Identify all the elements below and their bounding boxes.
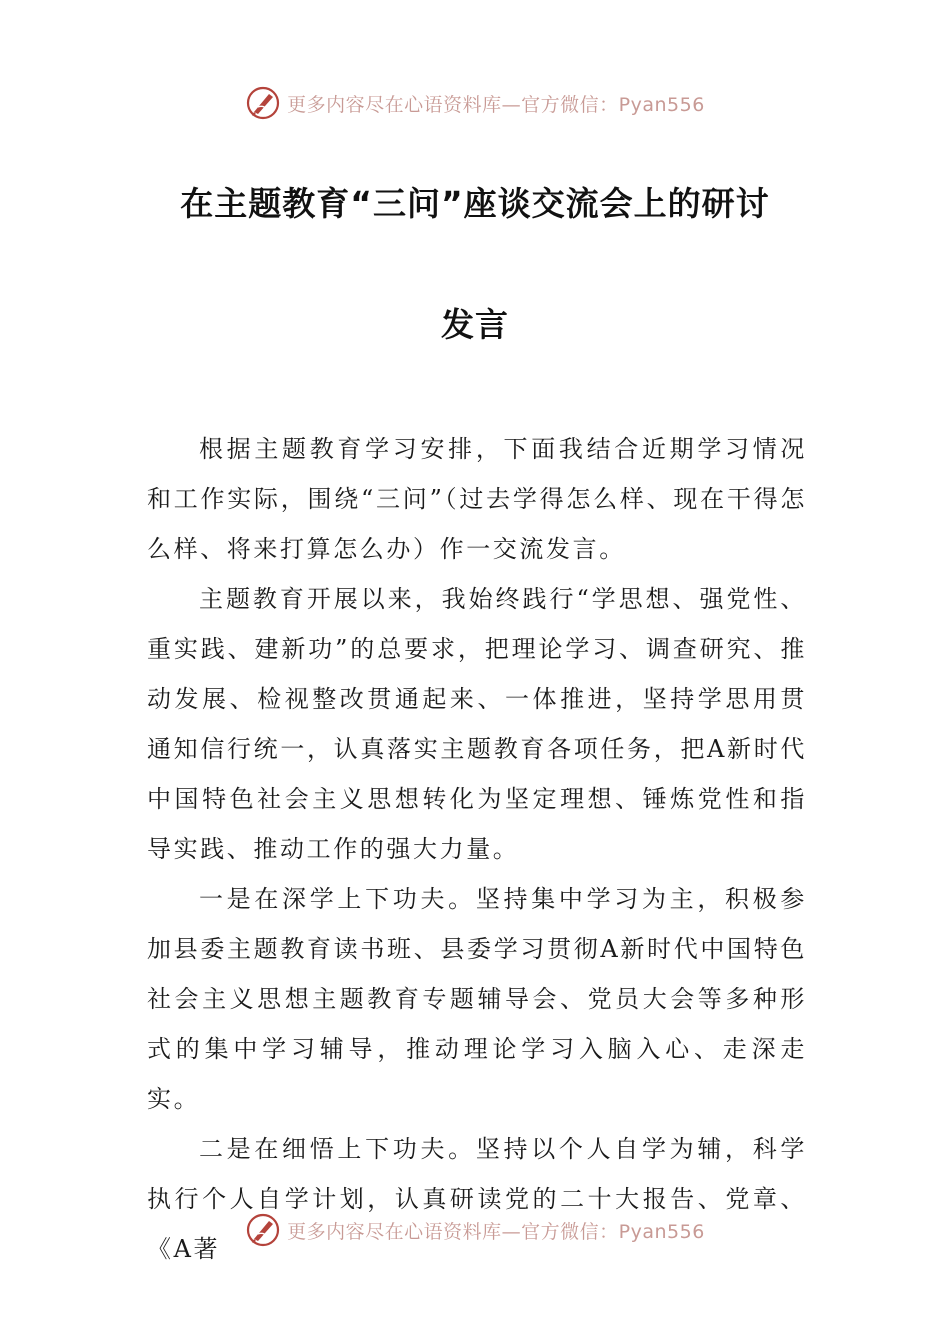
paragraph-intro: 根据主题教育学习安排，下面我结合近期学习情况和工作实际，围绕“三问”（过去学得怎么样、现在干得怎么样、将来打算怎么办）作一交流发言。 xyxy=(147,435,807,563)
footer-banner xyxy=(0,1208,950,1252)
document-body xyxy=(147,424,807,1274)
document-title-line-1: 在主题教育“三问”座谈交流会上的研讨 xyxy=(180,184,770,223)
document-title-line-2: 发言 xyxy=(441,305,509,344)
header-banner xyxy=(0,81,950,125)
header-wechat-id: Pyan556 xyxy=(618,93,705,116)
paragraph-point-two: 二是在细悟上下功夫。坚持以个人自学为辅，科学执行个人自学计划，认真研读党的二十大报告、党章、《A著 xyxy=(147,1135,807,1263)
footer-banner-text xyxy=(287,1217,705,1244)
footer-wechat-id: Pyan556 xyxy=(618,1220,705,1243)
header-banner-text xyxy=(287,90,705,117)
footer-banner-prefix: 更多内容尽在心语资料库—官方微信： xyxy=(287,1220,619,1243)
pen-quill-icon xyxy=(245,85,281,121)
pen-quill-icon xyxy=(245,1212,281,1248)
paragraph-overview: 主题教育开展以来，我始终践行“学思想、强党性、重实践、建新功”的总要求，把理论学习、调查研究、推动发展、检视整改贯通起来、一体推进，坚持学思用贯通知信行统一，认真落实主题教育各项任务，把A新时代中国特色社会主义思想转化为坚定理想、锤炼党性和指导实践、推动工作的强大力量。 xyxy=(147,585,807,863)
paragraph-point-one: 一是在深学上下功夫。坚持集中学习为主，积极参加县委主题教育读书班、县委学习贯彻A新时代中国特色社会主义思想主题教育专题辅导会、党员大会等多种形式的集中学习辅导，推动理论学习入脑入心、走深走实。 xyxy=(147,885,807,1113)
header-banner-prefix: 更多内容尽在心语资料库—官方微信： xyxy=(287,93,619,116)
